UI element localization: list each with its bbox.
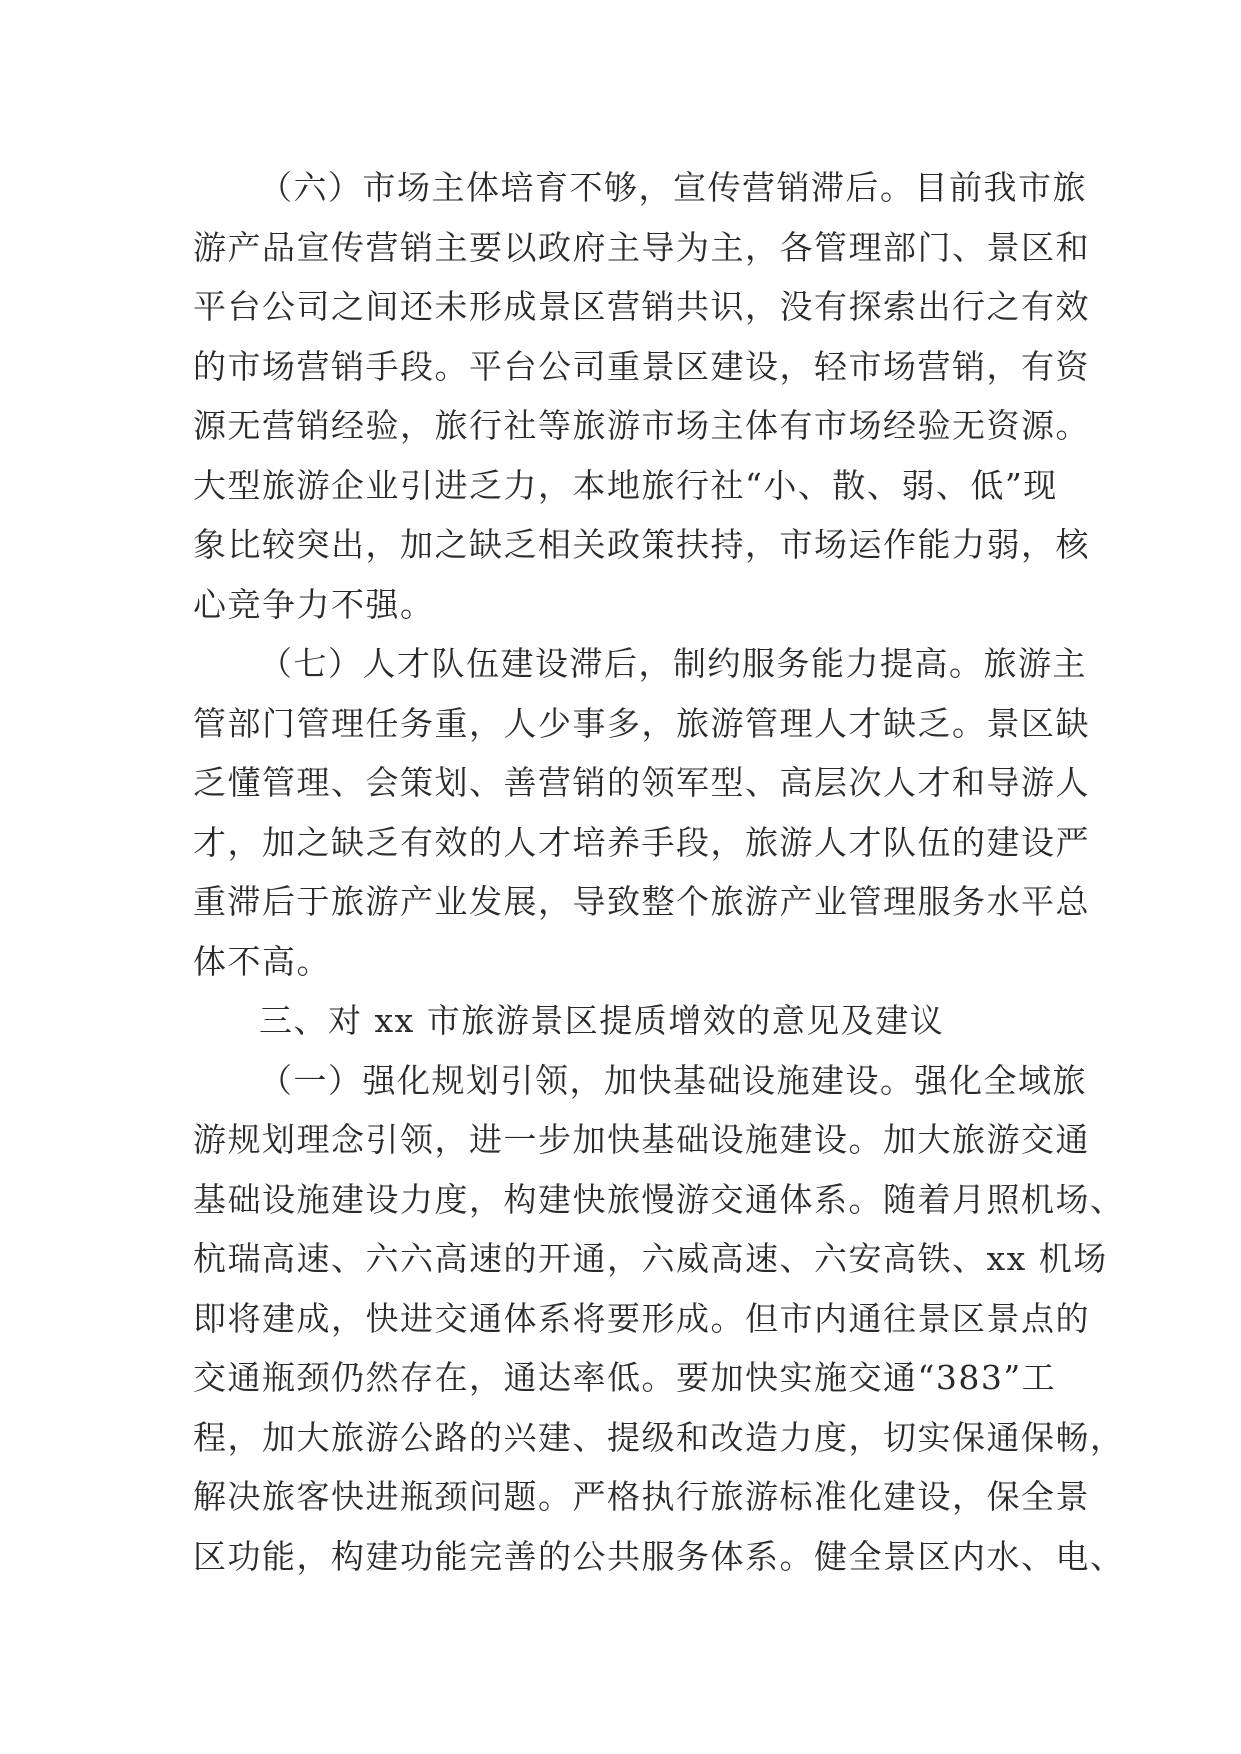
text-line: 区功能，构建功能完善的公共服务体系。健全景区内水、电、 — [193, 1536, 1125, 1576]
text-line: 才，加之缺乏有效的人才培养手段，旅游人才队伍的建设严 — [193, 822, 1090, 862]
paragraph-talent-team — [193, 634, 1090, 991]
text-line: 基础设施建设力度，构建快旅慢游交通体系。随着月照机场、 — [193, 1179, 1125, 1219]
text-line: 管部门管理任务重，人少事多，旅游管理人才缺乏。景区缺 — [193, 703, 1090, 743]
text-line: 游产品宣传营销主要以政府主导为主，各管理部门、景区和 — [193, 227, 1090, 267]
text-line: 的市场营销手段。平台公司重景区建设，轻市场营销，有资 — [193, 346, 1090, 386]
paragraph-planning-infrastructure — [193, 1051, 1125, 1587]
text-line: （一）强化规划引领，加快基础设施建设。强化全域旅 — [259, 1060, 1087, 1100]
document-body — [193, 158, 1125, 1586]
text-line: 象比较突出，加之缺乏相关政策扶持，市场运作能力弱，核 — [193, 525, 1090, 564]
text-line: 源无营销经验，旅行社等旅游市场主体有市场经验无资源。 — [193, 406, 1090, 445]
text-line: 心竞争力不强。 — [193, 584, 435, 624]
text-line: 游规划理念引领，进一步加快基础设施建设。加大旅游交通 — [193, 1120, 1090, 1159]
text-line: 平台公司之间还未形成景区营销共识，没有探索出行之有效 — [193, 287, 1090, 326]
text-line: 体不高。 — [193, 941, 331, 981]
text-line: 即将建成，快进交通体系将要形成。但市内通往景区景点的 — [193, 1298, 1090, 1338]
text-line: 交通瓶颈仍然存在，通达率低。要加快实施交通“383”工 — [193, 1358, 1057, 1397]
heading-line: 三、对 xx 市旅游景区提质增效的意见及建议 — [259, 1001, 945, 1040]
text-line: （六）市场主体培育不够，宣传营销滞后。目前我市旅 — [259, 168, 1087, 207]
text-line: 杭瑞高速、六六高速的开通，六威高速、六安高铁、xx 机场 — [193, 1239, 1108, 1278]
text-line: 大型旅游企业引进乏力，本地旅行社“小、散、弱、低”现 — [193, 465, 1058, 505]
text-line: 程，加大旅游公路的兴建、提级和改造力度，切实保通保畅， — [193, 1417, 1125, 1457]
text-line: 解决旅客快进瓶颈问题。严格执行旅游标准化建设，保全景 — [193, 1477, 1090, 1516]
text-line: 重滞后于旅游产业发展，导致整个旅游产业管理服务水平总 — [193, 882, 1090, 921]
paragraph-market-entities — [193, 158, 1090, 634]
text-line: 乏懂管理、会策划、善营销的领军型、高层次人才和导游人 — [193, 763, 1090, 802]
text-line: （七）人才队伍建设滞后，制约服务能力提高。旅游主 — [259, 644, 1087, 683]
section-heading — [193, 991, 1053, 1051]
